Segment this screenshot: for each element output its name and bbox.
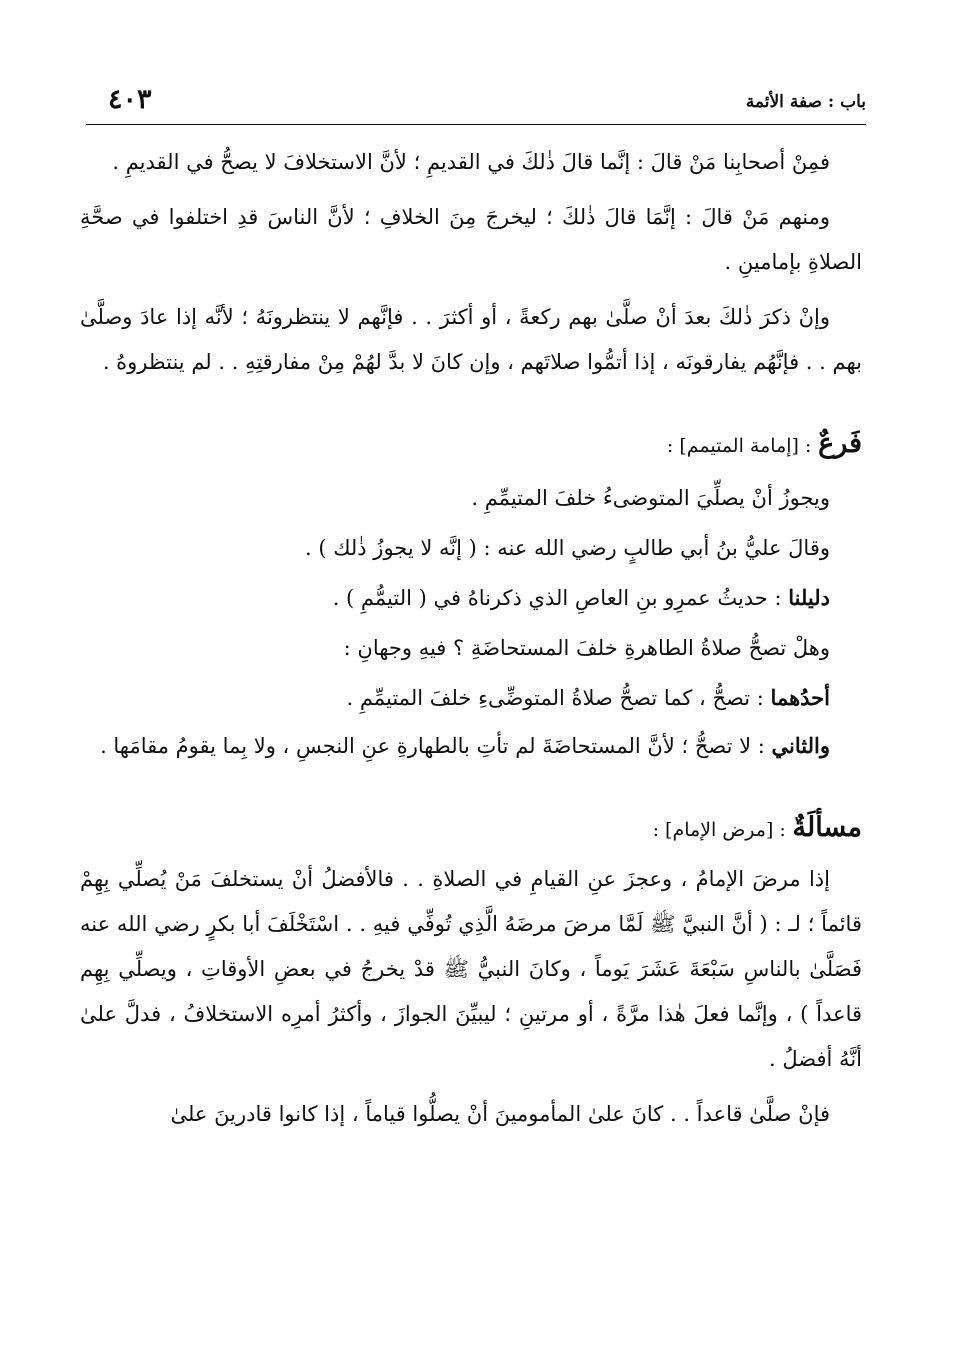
page-number: ٤٠٣	[108, 84, 152, 115]
page-header	[86, 78, 866, 122]
second-view-text: : لا تصحُّ ؛ لأنَّ المستحاضَةَ لم تأتِ بالطهارةِ عنِ النجسِ ، ولا بِما يقومُ مقامَها .	[100, 734, 772, 758]
running-title: باب : صفة الأئمة	[745, 92, 866, 112]
first-view-lead: أحدُهما	[770, 685, 830, 710]
branch-line-ali-opinion: وقالَ عليُّ بنُ أبي طالبٍ رضي الله عنه : ( إنَّه لا يجوزُ ذٰلك ) .	[304, 536, 830, 560]
paragraph-remembering: وإنْ ذكرَ ذٰلكَ بعدَ أنْ صلَّىٰ بهم ركعةً ، أو أكثرَ . . فإنَّهم لا ينتظرونَهُ ؛ لأنَّه إذا عادَ وصلَّىٰ بهم . . فإنَّهُم يفارقونَه ، إذا أتمُّوا صلاتَهم ، وإن كانَ لا بدَّ لهُمْ مِنْ مفارقتِهِ . . لم ينتظروهُ .	[80, 305, 862, 374]
paragraph-first-opinion: فمِنْ أصحابِنا مَنْ قالَ : إنَّما قالَ ذٰلكَ في القديمِ ؛ لأنَّ الاستخلافَ لا يصحُّ في القديمِ .	[112, 150, 830, 174]
branch-heading	[80, 419, 862, 471]
evidence-text: : حديثُ عمرِو بنِ العاصِ الذي ذكرناهُ في ( التيمُّمِ ) .	[332, 586, 789, 610]
first-view-text: : تصحُّ ، كما تصحُّ صلاةُ المتوضِّىءِ خلفَ المتيمِّمِ .	[346, 686, 771, 710]
question-heading-word: مسألَةٌ	[792, 812, 862, 843]
question-heading-topic: : [مرض الإمام] :	[652, 819, 786, 841]
branch-line-evidence	[80, 573, 862, 623]
branch-heading-word: فَرعٌ	[818, 428, 862, 459]
branch-line-question: وهلْ تصحُّ صلاةُ الطاهرةِ خلفَ المستحاضَةِ ؟ فيهِ وجهانِ :	[343, 636, 830, 660]
header-divider	[86, 124, 866, 125]
paragraph-sitting-prayer: فإنْ صلَّىٰ قاعداً . . كانَ علىٰ المأمومينَ أنْ يصلُّوا قياماً ، إذا كانوا قادرينَ علىٰ	[170, 1102, 830, 1126]
paragraph-second-opinion: ومنهم مَنْ قالَ : إنَّمَا قالَ ذٰلكَ ؛ ليخرجَ مِنَ الخلافِ ؛ لأنَّ الناسَ قدِ اختلفوا في صحَّةِ الصلاةِ بإمامينِ .	[80, 205, 862, 274]
branch-heading-topic: : [إمامة المتيمم] :	[666, 435, 812, 457]
page-body	[80, 140, 862, 1147]
paragraph-imam-illness: إذا مرضَ الإمامُ ، وعجزَ عنِ القيامِ في الصلاةِ . . فالأفضلُ أنْ يستخلفَ مَنْ يُصلِّي بِهِمْ قائماً ؛ لـ : ( أنَّ النبيَّ ﷺ لَمَّا مرضَ مرضَهُ الَّذِي تُوفِّي فيهِ . . اسْتَخْلَفَ أبا بكرٍ رضي الله عنه فَصَلَّىٰ بالناسِ سَبْعَةَ عَشَرَ يَوماً ، وكانَ النبيُّ ﷺ قدْ يخرجُ في بعضِ الأوقاتِ ، ويصلِّي بِهِم قاعداً ) ، وإنَّما فعلَ هٰذا مرَّةً ، أو مرتينِ ؛ ليبيِّنَ الجوازَ ، وأكثرُ أمرِه الاستخلافُ ، فدلَّ علىٰ أنَّهُ أفضلُ .	[80, 867, 862, 1071]
second-view-lead: والثاني	[771, 733, 830, 758]
question-heading	[80, 803, 862, 855]
branch-line-permission: ويجوزُ أنْ يصلِّيَ المتوضىءُ خلفَ المتيمِّمِ .	[471, 486, 830, 510]
branch-line-second-view	[80, 723, 862, 769]
branch-line-first-view	[80, 673, 862, 723]
evidence-lead: دليلنا	[788, 585, 830, 610]
